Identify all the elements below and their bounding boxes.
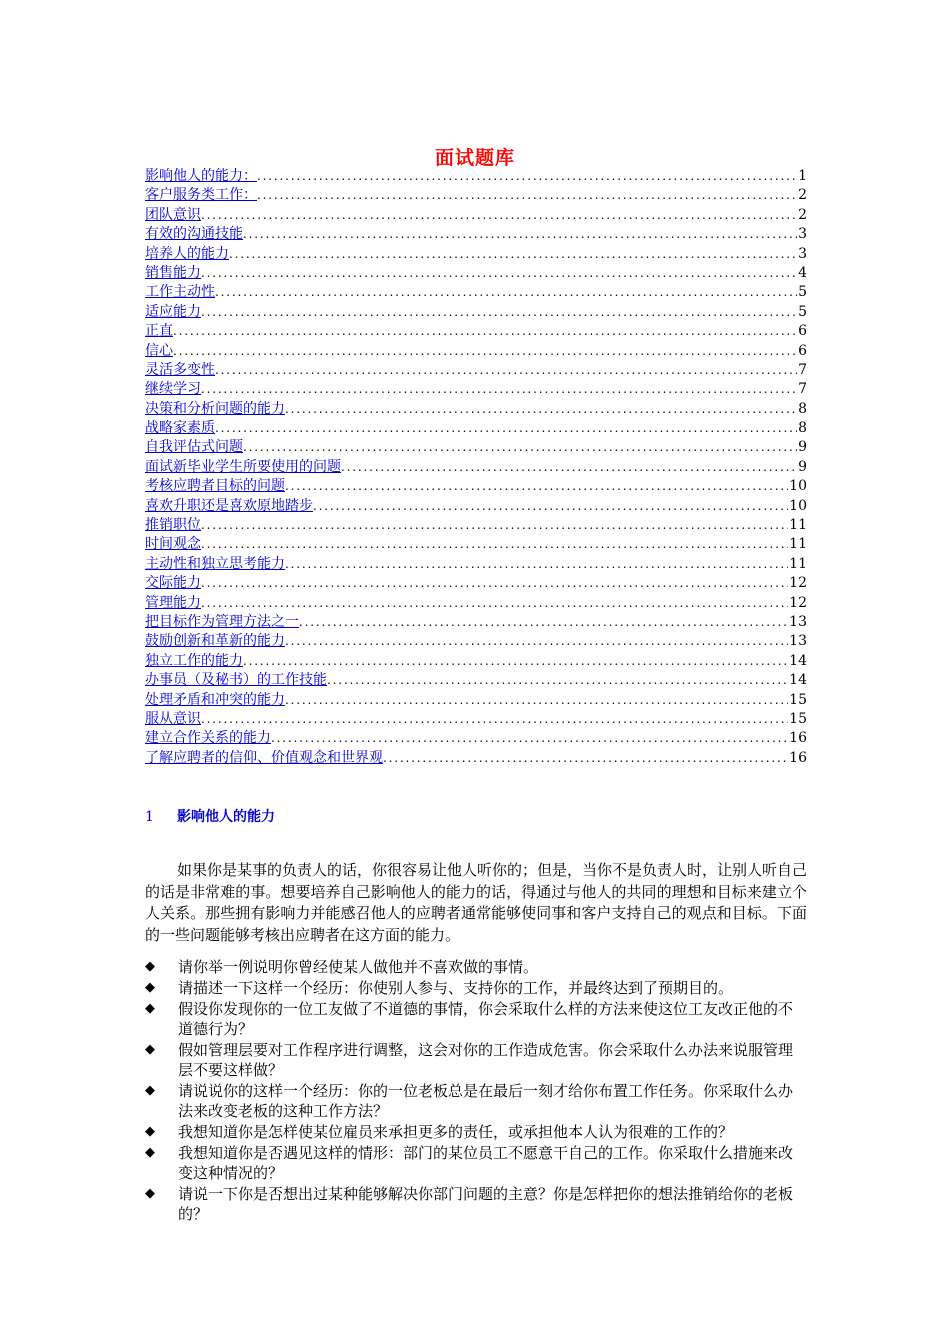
question-list (145, 957, 807, 1225)
toc-entry (145, 264, 807, 283)
toc-link[interactable]: 销售能力 (145, 264, 201, 281)
question-text: 请你举一例说明你曾经使某人做他并不喜欢做的事情。 (178, 958, 539, 976)
question-item (145, 1040, 807, 1080)
toc-page-number: 7 (798, 361, 807, 378)
question-item (145, 957, 807, 977)
toc-leader-dots (271, 729, 788, 748)
toc-entry (145, 400, 807, 419)
toc-link[interactable]: 客户服务类工作： (145, 187, 257, 204)
toc-link[interactable]: 工作主动性 (145, 284, 215, 301)
toc-page-number: 5 (798, 284, 807, 301)
toc-page-number: 11 (789, 555, 807, 572)
toc-page-number: 5 (798, 303, 807, 320)
toc-page-number: 10 (789, 478, 807, 495)
toc-page-number: 11 (789, 536, 807, 553)
question-item (145, 1184, 807, 1224)
toc-leader-dots (285, 555, 788, 574)
toc-entry (145, 574, 807, 593)
toc-link[interactable]: 推销职位 (145, 517, 201, 534)
toc-entry (145, 225, 807, 244)
toc-leader-dots (313, 497, 788, 516)
question-text: 我想知道你是否遇见这样的情形：部门的某位员工不愿意干自己的工作。你采取什么措施来改变这种情况的？ (178, 1144, 794, 1182)
toc-leader-dots (201, 303, 797, 322)
diamond-bullet-icon: ◆ (145, 1124, 155, 1139)
toc-page-number: 12 (789, 575, 807, 592)
toc-leader-dots (383, 749, 788, 768)
toc-entry (145, 283, 807, 302)
toc-entry (145, 671, 807, 690)
toc-entry (145, 691, 807, 710)
toc-leader-dots (201, 516, 788, 535)
toc-entry (145, 652, 807, 671)
document-title: 面试题库 (434, 147, 515, 169)
toc-link[interactable]: 培养人的能力 (145, 245, 229, 262)
toc-entry (145, 535, 807, 554)
toc-page-number: 14 (789, 672, 807, 689)
toc-entry (145, 555, 807, 574)
toc-leader-dots (285, 400, 797, 419)
toc-link[interactable]: 管理能力 (145, 594, 201, 611)
toc-page-number: 14 (789, 652, 807, 669)
toc-leader-dots (299, 613, 788, 632)
question-item (145, 1122, 807, 1142)
toc-page-number: 15 (789, 710, 807, 727)
toc-link[interactable]: 影响他人的能力： (145, 168, 257, 184)
toc-link[interactable]: 适应能力 (145, 303, 201, 320)
question-text: 我想知道你是怎样使某位雇员来承担更多的责任，或承担他本人认为很难的工作的？ (178, 1123, 734, 1141)
toc-leader-dots (285, 632, 788, 651)
toc-entry (145, 613, 807, 632)
toc-page-number: 13 (789, 633, 807, 650)
question-item (145, 1143, 807, 1183)
toc-leader-dots (201, 380, 797, 399)
toc-entry (145, 632, 807, 651)
toc-entry (145, 477, 807, 496)
question-text: 假如管理层要对工作程序进行调整，这会对你的工作造成危害。你会采取什么办法来说服管理层不要这样做？ (178, 1041, 794, 1079)
toc-page-number: 13 (789, 613, 807, 630)
toc-link[interactable]: 考核应聘者目标的问题 (145, 478, 285, 495)
section-heading (145, 806, 275, 826)
question-item (145, 1081, 807, 1121)
toc-page-number: 12 (789, 594, 807, 611)
toc-page-number: 9 (798, 439, 807, 456)
toc-link[interactable]: 团队意识 (145, 206, 201, 223)
question-text: 请描述一下这样一个经历：你使别人参与、支持你的工作，并最终达到了预期目的。 (178, 979, 734, 997)
diamond-bullet-icon: ◆ (145, 1042, 155, 1057)
toc-page-number: 2 (798, 187, 807, 204)
toc-leader-dots (285, 691, 788, 710)
toc-page-number: 8 (798, 420, 807, 437)
section-number: 1 (145, 809, 154, 825)
table-of-contents (145, 167, 807, 768)
toc-link[interactable]: 独立工作的能力 (145, 652, 243, 669)
toc-leader-dots (215, 419, 797, 438)
toc-leader-dots (201, 594, 788, 613)
toc-entry (145, 729, 807, 748)
toc-page-number: 3 (798, 226, 807, 243)
toc-leader-dots (201, 206, 797, 225)
diamond-bullet-icon: ◆ (145, 1186, 155, 1201)
toc-page-number: 16 (789, 749, 807, 766)
toc-entry (145, 342, 807, 361)
toc-leader-dots (215, 283, 797, 302)
toc-link[interactable]: 把目标作为管理方法之一 (145, 613, 299, 630)
toc-link[interactable]: 信心 (145, 342, 173, 359)
toc-page-number: 16 (789, 730, 807, 747)
toc-entry (145, 516, 807, 535)
toc-link[interactable]: 主动性和独立思考能力 (145, 555, 285, 572)
diamond-bullet-icon: ◆ (145, 1145, 155, 1160)
question-item (145, 978, 807, 998)
toc-link[interactable]: 决策和分析问题的能力 (145, 400, 285, 417)
toc-link[interactable]: 战略家素质 (145, 420, 215, 437)
toc-page-number: 10 (789, 497, 807, 514)
toc-entry (145, 438, 807, 457)
toc-entry (145, 206, 807, 225)
diamond-bullet-icon: ◆ (145, 1083, 155, 1098)
diamond-bullet-icon: ◆ (145, 980, 155, 995)
toc-leader-dots (327, 671, 788, 690)
toc-leader-dots (341, 458, 797, 477)
toc-link[interactable]: 喜欢升职还是喜欢原地踏步 (145, 497, 313, 514)
toc-link[interactable]: 处理矛盾和冲突的能力 (145, 691, 285, 708)
toc-link[interactable]: 面试新毕业学生所要使用的问题 (145, 458, 341, 475)
diamond-bullet-icon: ◆ (145, 959, 155, 974)
toc-page-number: 3 (798, 245, 807, 262)
toc-page-number: 1 (798, 168, 807, 184)
toc-entry (145, 497, 807, 516)
toc-entry (145, 186, 807, 205)
toc-leader-dots (201, 264, 797, 283)
question-item (145, 999, 807, 1039)
section-paragraph: 如果你是某事的负责人的话，你很容易让他人听你的；但是，当你不是负责人时，让别人听自己的话是非常难的事。想要培养自己影响他人的能力的话，得通过与他人的共同的理想和目标来建立个人关系。那些拥有影响力并能感召他人的应聘者通常能够使同事和客户支持自己的观点和目标。下面的一些问题能够考核出应聘者在这方面的能力。 (145, 861, 808, 944)
toc-link[interactable]: 灵活多变性 (145, 361, 215, 378)
toc-page-number: 6 (798, 342, 807, 359)
toc-leader-dots (201, 574, 788, 593)
toc-entry (145, 167, 807, 186)
toc-link[interactable]: 有效的沟通技能 (145, 226, 243, 243)
toc-page-number: 9 (798, 458, 807, 475)
toc-page-number: 2 (798, 206, 807, 223)
toc-link[interactable]: 自我评估式问题 (145, 439, 243, 456)
toc-link[interactable]: 服从意识 (145, 710, 201, 727)
toc-link[interactable]: 交际能力 (145, 575, 201, 592)
toc-leader-dots (229, 245, 797, 264)
toc-entry (145, 710, 807, 729)
toc-entry (145, 458, 807, 477)
toc-entry (145, 245, 807, 264)
diamond-bullet-icon: ◆ (145, 1001, 155, 1016)
toc-entry (145, 361, 807, 380)
question-text: 请说一下你是否想出过某种能够解决你部门问题的主意？你是怎样把你的想法推销给你的老板的？ (178, 1185, 794, 1223)
toc-leader-dots (215, 361, 797, 380)
toc-leader-dots (243, 225, 797, 244)
toc-page-number: 4 (798, 264, 807, 281)
toc-page-number: 15 (789, 691, 807, 708)
toc-entry (145, 594, 807, 613)
toc-leader-dots (243, 652, 788, 671)
toc-leader-dots (173, 322, 797, 341)
toc-leader-dots (257, 186, 797, 205)
toc-leader-dots (201, 710, 788, 729)
question-text: 假设你发现你的一位工友做了不道德的事情，你会采取什么样的方法来使这位工友改正他的不道德行为？ (178, 1000, 794, 1038)
toc-leader-dots (243, 438, 797, 457)
toc-entry (145, 419, 807, 438)
toc-leader-dots (285, 477, 788, 496)
toc-link[interactable]: 时间观念 (145, 536, 201, 553)
toc-entry (145, 303, 807, 322)
toc-link[interactable]: 继续学习 (145, 381, 201, 398)
toc-page-number: 7 (798, 381, 807, 398)
toc-link[interactable]: 正直 (145, 323, 173, 340)
toc-link[interactable]: 鼓励创新和革新的能力 (145, 633, 285, 650)
toc-entry (145, 749, 807, 768)
toc-entry (145, 380, 807, 399)
question-text: 请说说你的这样一个经历：你的一位老板总是在最后一刻才给你布置工作任务。你采取什么办法来改变老板的这种工作方法？ (178, 1082, 794, 1120)
toc-link[interactable]: 了解应聘者的信仰、价值观念和世界观 (145, 749, 383, 766)
toc-entry (145, 322, 807, 341)
section-title: 影响他人的能力 (177, 809, 275, 825)
toc-link[interactable]: 办事员（及秘书）的工作技能 (145, 672, 327, 689)
toc-leader-dots (201, 535, 788, 554)
toc-page-number: 11 (789, 517, 807, 534)
toc-leader-dots (173, 342, 797, 361)
toc-page-number: 6 (798, 323, 807, 340)
toc-leader-dots (257, 167, 797, 186)
toc-page-number: 8 (798, 400, 807, 417)
toc-link[interactable]: 建立合作关系的能力 (145, 730, 271, 747)
